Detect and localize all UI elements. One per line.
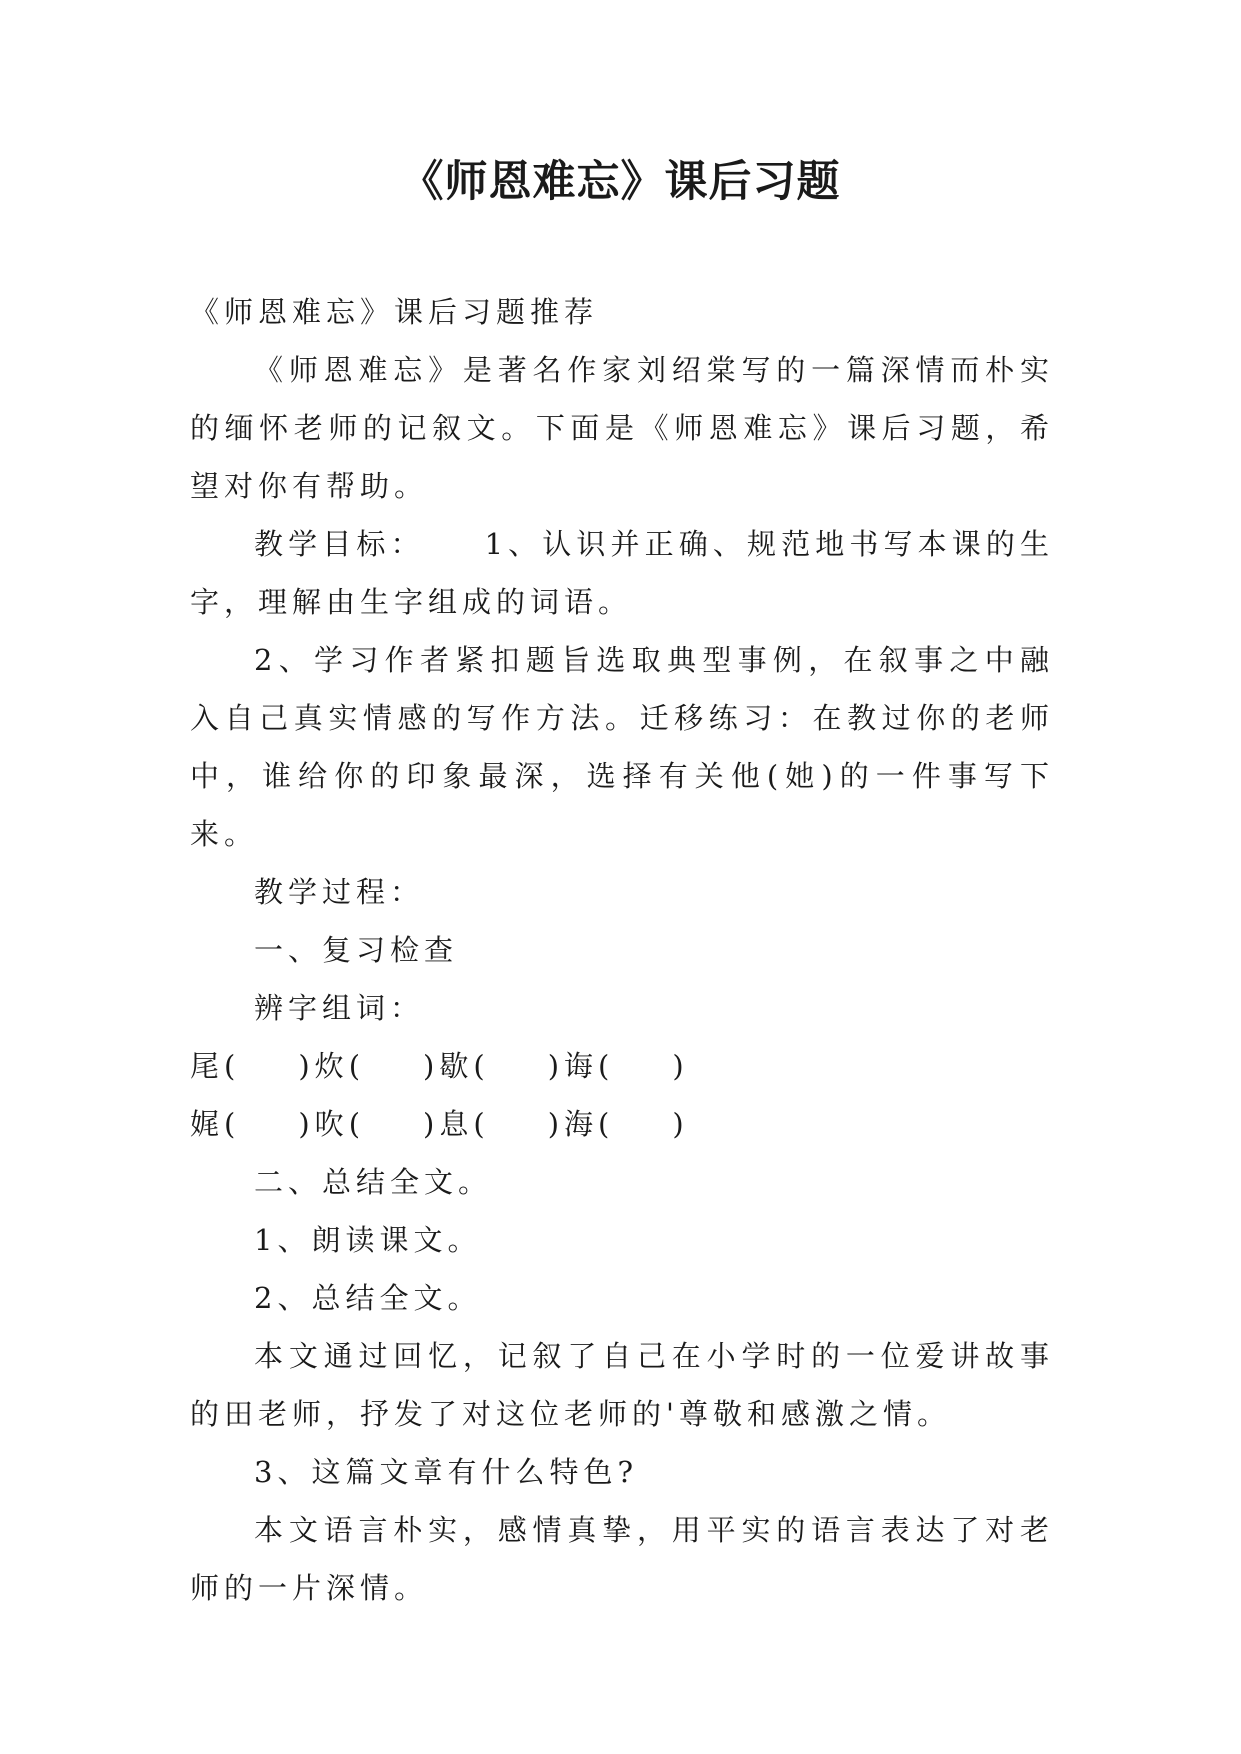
goal-2: 2、学习作者紧扣题旨选取典型事例，在叙事之中融入自己真实情感的写作方法。迁移练习：在教过你的老师中，谁给你的印象最深，选择有关他(她)的一件事写下来。 <box>190 643 1054 851</box>
intro-paragraph: 《师恩难忘》是著名作家刘绍棠写的一篇深情而朴实的缅怀老师的记叙文。下面是《师恩难忘》课后习题，希望对你有帮助。 <box>190 353 1054 503</box>
word-row-2-char-3: 息 <box>439 1107 474 1141</box>
answer-3: 本文语言朴实，感情真挚，用平实的语言表达了对老师的一片深情。 <box>190 1513 1054 1605</box>
question-3: 3、这篇文章有什么特色? <box>254 1455 638 1489</box>
word-row-2-char-2: 吹 <box>314 1107 349 1141</box>
word-row-1-char-4: 诲 <box>564 1049 599 1083</box>
word-row-1: 尾( )炊( )歇( )诲( ) <box>190 1037 1054 1095</box>
word-row-1-char-1: 尾 <box>190 1049 225 1083</box>
word-row-2: 娓( )吹( )息( )海( ) <box>190 1095 1054 1153</box>
word-row-1-char-2: 炊 <box>314 1049 349 1083</box>
step-1: 1、朗读课文。 <box>254 1223 482 1257</box>
section-1-heading: 一、复习检查 <box>254 933 459 967</box>
subtitle: 《师恩难忘》课后习题推荐 <box>190 295 599 329</box>
summary-paragraph: 本文通过回忆，记叙了自己在小学时的一位爱讲故事的田老师，抒发了对这位老师的'尊敬和感激之情。 <box>190 1339 1054 1431</box>
word-row-2-char-4: 海 <box>564 1107 599 1141</box>
word-task-label: 辨字组词： <box>254 991 425 1025</box>
goal-1: 1、认识并正确、规范地书写本课的生字，理解由生字组成的词语。 <box>190 527 1054 619</box>
section-2-heading: 二、总结全文。 <box>254 1165 493 1199</box>
word-row-1-char-3: 歇 <box>439 1049 474 1083</box>
goals-label: 教学目标： <box>254 527 425 561</box>
word-row-2-char-1: 娓 <box>190 1107 225 1141</box>
step-2: 2、总结全文。 <box>254 1281 482 1315</box>
document-title: 《师恩难忘》课后习题 <box>400 157 841 207</box>
document-body <box>190 283 1054 1617</box>
process-label: 教学过程： <box>254 875 425 909</box>
goals-paragraph <box>190 515 1054 631</box>
